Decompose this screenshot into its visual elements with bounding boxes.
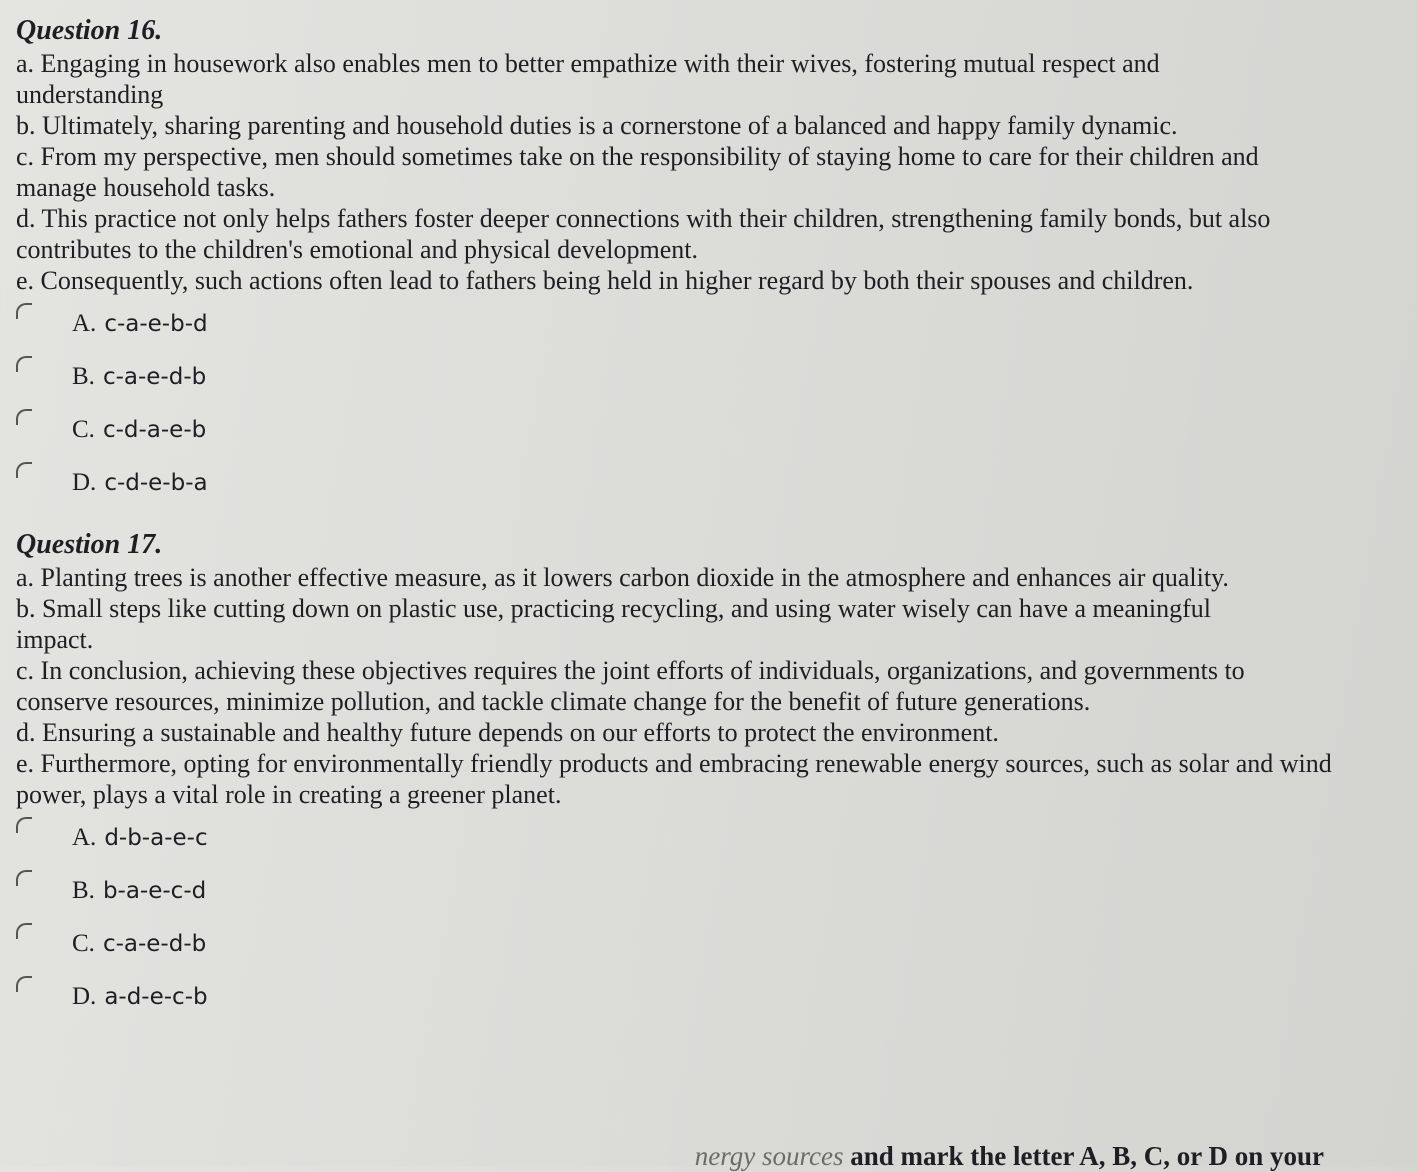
- option-label: C. c-a-e-d-b: [72, 930, 207, 957]
- radio-icon[interactable]: [16, 976, 32, 992]
- radio-icon[interactable]: [16, 356, 32, 372]
- next-instruction: [695, 1141, 1324, 1172]
- answer-options: [16, 300, 1396, 512]
- sentence-b: b. Ultimately, sharing parenting and household duties is a cornerstone of a balanced and happy family dynamic.: [16, 111, 1178, 140]
- answer-options: [16, 814, 1396, 1026]
- option-c[interactable]: [16, 406, 1396, 459]
- radio-icon[interactable]: [16, 303, 32, 319]
- radio-icon[interactable]: [16, 923, 32, 939]
- question-16: [16, 14, 1396, 512]
- sentence-a: a. Planting trees is another effective measure, as it lowers carbon dioxide in the atmosphere and enhances air quality.: [16, 563, 1229, 592]
- option-a[interactable]: [16, 814, 1396, 867]
- sentence-d: d. Ensuring a sustainable and healthy future depends on our efforts to protect the environment.: [16, 718, 999, 747]
- instruction-faded-text: nergy sources: [694, 1141, 844, 1171]
- option-label: D. c-d-e-b-a: [72, 469, 208, 496]
- radio-icon[interactable]: [16, 409, 32, 425]
- option-b[interactable]: [16, 353, 1396, 406]
- question-title: Question 17.: [16, 529, 163, 560]
- option-label: A. d-b-a-e-c: [72, 824, 208, 851]
- sentence-e: e. Consequently, such actions often lead to fathers being held in higher regard by both their spouses and children.: [16, 266, 1194, 295]
- radio-icon[interactable]: [16, 462, 32, 478]
- sentence-b: b. Small steps like cutting down on plastic use, practicing recycling, and using water wisely can have a meaningful impact.: [16, 594, 1211, 654]
- sentence-e: e. Furthermore, opting for environmentally friendly products and embracing renewable energy sources, such as solar and wind power, plays a vital role in creating a greener planet.: [16, 749, 1332, 809]
- sentence-a: a. Engaging in housework also enables men to better empathize with their wives, fostering mutual respect and understanding: [16, 49, 1160, 109]
- question-title: Question 16.: [16, 15, 163, 46]
- question-17: [16, 528, 1396, 1026]
- instruction-text: and mark the letter A, B, C, or D on your: [850, 1141, 1324, 1171]
- document-page: [16, 14, 1396, 1171]
- sentence-c: c. In conclusion, achieving these objectives requires the joint efforts of individuals, organizations, and governments to conserve resources, minimize pollution, and tackle climate change for the benefit of future generations.: [16, 656, 1245, 716]
- radio-icon[interactable]: [16, 870, 32, 886]
- option-label: D. a-d-e-c-b: [72, 983, 208, 1010]
- option-a[interactable]: [16, 300, 1396, 353]
- option-label: B. b-a-e-c-d: [72, 877, 207, 904]
- option-label: B. c-a-e-d-b: [72, 363, 207, 390]
- option-d[interactable]: [16, 973, 1396, 1026]
- option-c[interactable]: [16, 920, 1396, 973]
- sentence-d: d. This practice not only helps fathers foster deeper connections with their children, strengthening family bonds, but also contributes to the children's emotional and physical development.: [16, 204, 1271, 264]
- option-b[interactable]: [16, 867, 1396, 920]
- radio-icon[interactable]: [16, 817, 32, 833]
- sentence-c: c. From my perspective, men should sometimes take on the responsibility of staying home to care for their children and manage household tasks.: [16, 142, 1259, 202]
- option-label: C. c-d-a-e-b: [72, 416, 207, 443]
- option-label: A. c-a-e-b-d: [72, 310, 208, 337]
- option-d[interactable]: [16, 459, 1396, 512]
